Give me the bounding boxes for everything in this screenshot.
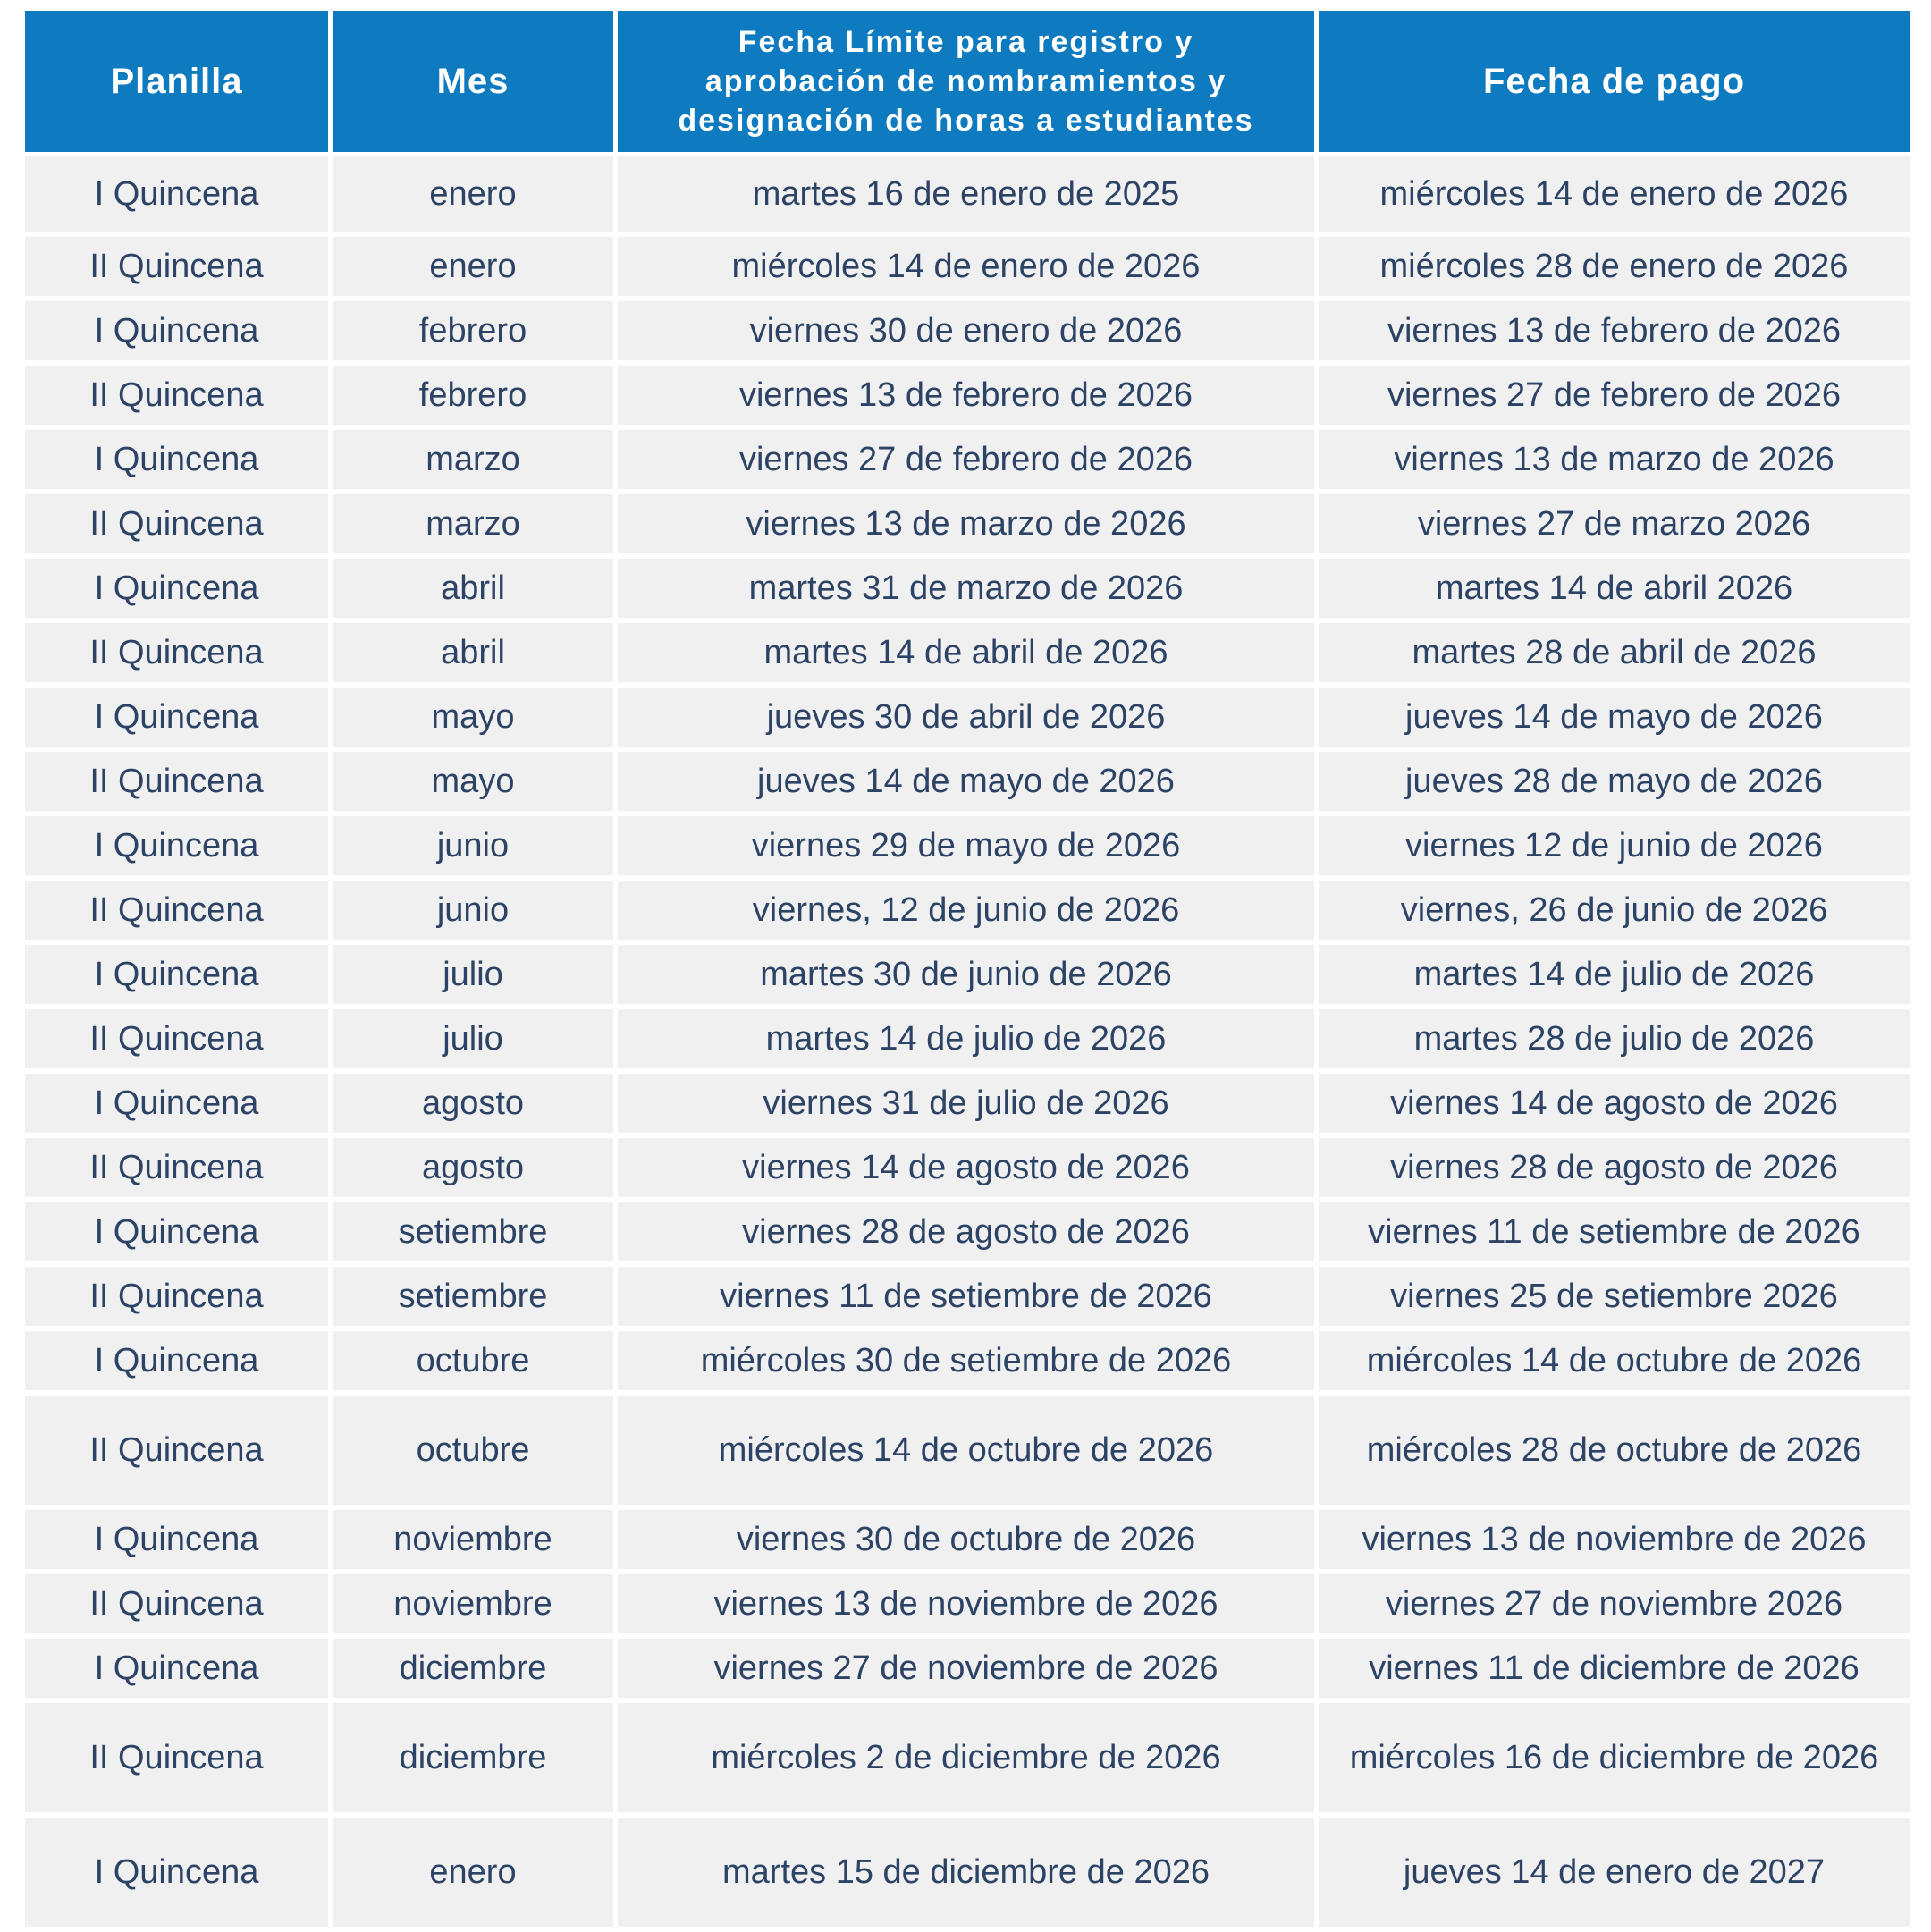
cell-fecha-pago: viernes 28 de agosto de 2026: [1319, 1138, 1910, 1197]
cell-fecha-pago: viernes 11 de diciembre de 2026: [1319, 1639, 1910, 1698]
cell-mes: febrero: [333, 366, 613, 425]
cell-fecha-limite: martes 30 de junio de 2026: [618, 945, 1314, 1004]
table-row: [25, 688, 1910, 752]
cell-fecha-pago: miércoles 14 de octubre de 2026: [1319, 1331, 1910, 1390]
table-row: [25, 1267, 1910, 1331]
cell-fecha-pago: miércoles 16 de diciembre de 2026: [1319, 1703, 1910, 1812]
cell-planilla: II Quincena: [25, 1267, 328, 1326]
cell-fecha-limite: viernes 14 de agosto de 2026: [618, 1138, 1314, 1197]
payroll-schedule-table: [25, 11, 1910, 1932]
cell-fecha-limite: viernes 31 de julio de 2026: [618, 1074, 1314, 1133]
cell-mes: abril: [333, 623, 613, 682]
cell-mes: marzo: [333, 430, 613, 489]
header-fecha-limite: [618, 11, 1314, 152]
table-row: [25, 237, 1910, 301]
cell-planilla: II Quincena: [25, 1009, 328, 1068]
header-fecha-limite-line: aprobación de nombramientos y: [704, 64, 1227, 98]
cell-fecha-pago: viernes 13 de febrero de 2026: [1319, 301, 1910, 360]
table-row: [25, 1510, 1910, 1574]
cell-fecha-pago: viernes 13 de noviembre de 2026: [1319, 1510, 1910, 1569]
cell-planilla: I Quincena: [25, 430, 328, 489]
cell-fecha-pago: martes 14 de julio de 2026: [1319, 945, 1910, 1004]
cell-fecha-limite: miércoles 30 de setiembre de 2026: [618, 1331, 1314, 1390]
table-row: [25, 945, 1910, 1009]
table-row: [25, 156, 1910, 237]
header-mes: [333, 11, 613, 152]
cell-mes: octubre: [333, 1396, 613, 1505]
table-row: [25, 1818, 1910, 1932]
cell-fecha-limite: viernes 28 de agosto de 2026: [618, 1202, 1314, 1261]
cell-planilla: I Quincena: [25, 945, 328, 1004]
cell-fecha-pago: martes 28 de julio de 2026: [1319, 1009, 1910, 1068]
cell-mes: junio: [333, 816, 613, 875]
header-planilla: [25, 11, 328, 152]
cell-fecha-limite: martes 14 de abril de 2026: [618, 623, 1314, 682]
cell-fecha-limite: jueves 14 de mayo de 2026: [618, 752, 1314, 811]
cell-mes: abril: [333, 559, 613, 618]
cell-mes: agosto: [333, 1074, 613, 1133]
cell-planilla: II Quincena: [25, 752, 328, 811]
cell-mes: noviembre: [333, 1510, 613, 1569]
table-row: [25, 559, 1910, 623]
cell-fecha-limite: miércoles 14 de octubre de 2026: [618, 1396, 1314, 1505]
table-row: [25, 881, 1910, 945]
header-fecha-pago: [1319, 11, 1910, 152]
header-mes-label: Mes: [436, 61, 510, 101]
table-row: [25, 1074, 1910, 1138]
cell-mes: julio: [333, 1009, 613, 1068]
cell-fecha-pago: jueves 28 de mayo de 2026: [1319, 752, 1910, 811]
cell-mes: marzo: [333, 494, 613, 553]
cell-fecha-pago: viernes 27 de febrero de 2026: [1319, 366, 1910, 425]
table-row: [25, 494, 1910, 559]
cell-planilla: I Quincena: [25, 688, 328, 747]
cell-mes: setiembre: [333, 1202, 613, 1261]
table-row: [25, 301, 1910, 366]
cell-fecha-limite: viernes 13 de noviembre de 2026: [618, 1574, 1314, 1633]
cell-planilla: II Quincena: [25, 366, 328, 425]
cell-fecha-pago: miércoles 28 de enero de 2026: [1319, 237, 1910, 296]
cell-fecha-pago: viernes 14 de agosto de 2026: [1319, 1074, 1910, 1133]
cell-fecha-pago: viernes 11 de setiembre de 2026: [1319, 1202, 1910, 1261]
header-fecha-pago-label: Fecha de pago: [1482, 61, 1746, 101]
cell-fecha-pago: jueves 14 de enero de 2027: [1319, 1818, 1910, 1927]
cell-planilla: I Quincena: [25, 301, 328, 360]
cell-fecha-limite: miércoles 2 de diciembre de 2026: [618, 1703, 1314, 1812]
cell-mes: enero: [333, 156, 613, 232]
cell-mes: julio: [333, 945, 613, 1004]
table-row: [25, 430, 1910, 494]
cell-fecha-limite: viernes, 12 de junio de 2026: [618, 881, 1314, 940]
cell-planilla: II Quincena: [25, 1138, 328, 1197]
table-row: [25, 1009, 1910, 1074]
cell-mes: agosto: [333, 1138, 613, 1197]
cell-mes: enero: [333, 1818, 613, 1927]
table-row: [25, 623, 1910, 688]
cell-mes: setiembre: [333, 1267, 613, 1326]
cell-planilla: I Quincena: [25, 1818, 328, 1927]
cell-planilla: II Quincena: [25, 237, 328, 296]
cell-planilla: I Quincena: [25, 156, 328, 232]
table-row: [25, 366, 1910, 430]
cell-fecha-limite: martes 15 de diciembre de 2026: [618, 1818, 1314, 1927]
cell-planilla: I Quincena: [25, 559, 328, 618]
cell-fecha-limite: miércoles 14 de enero de 2026: [618, 237, 1314, 296]
header-fecha-limite-label: [678, 22, 1253, 140]
cell-planilla: I Quincena: [25, 1639, 328, 1698]
cell-planilla: II Quincena: [25, 494, 328, 553]
cell-planilla: II Quincena: [25, 1396, 328, 1505]
cell-fecha-pago: miércoles 14 de enero de 2026: [1319, 156, 1910, 232]
cell-planilla: I Quincena: [25, 1331, 328, 1390]
header-planilla-label: Planilla: [110, 61, 243, 101]
cell-fecha-pago: martes 14 de abril 2026: [1319, 559, 1910, 618]
cell-fecha-limite: viernes 27 de noviembre de 2026: [618, 1639, 1314, 1698]
cell-planilla: II Quincena: [25, 1703, 328, 1812]
cell-planilla: I Quincena: [25, 1510, 328, 1569]
cell-mes: junio: [333, 881, 613, 940]
cell-fecha-pago: jueves 14 de mayo de 2026: [1319, 688, 1910, 747]
cell-planilla: I Quincena: [25, 1074, 328, 1133]
header-fecha-limite-line: Fecha Límite para registro y: [738, 25, 1194, 59]
cell-mes: noviembre: [333, 1574, 613, 1633]
cell-fecha-limite: martes 31 de marzo de 2026: [618, 559, 1314, 618]
cell-mes: enero: [333, 237, 613, 296]
cell-mes: febrero: [333, 301, 613, 360]
table-row: [25, 752, 1910, 816]
cell-fecha-limite: viernes 29 de mayo de 2026: [618, 816, 1314, 875]
cell-planilla: II Quincena: [25, 881, 328, 940]
cell-planilla: I Quincena: [25, 1202, 328, 1261]
cell-mes: octubre: [333, 1331, 613, 1390]
table-row: [25, 1331, 1910, 1396]
cell-mes: mayo: [333, 752, 613, 811]
cell-mes: diciembre: [333, 1639, 613, 1698]
cell-fecha-pago: miércoles 28 de octubre de 2026: [1319, 1396, 1910, 1505]
table-row: [25, 1202, 1910, 1267]
cell-fecha-pago: viernes 25 de setiembre 2026: [1319, 1267, 1910, 1326]
cell-fecha-pago: viernes, 26 de junio de 2026: [1319, 881, 1910, 940]
cell-fecha-pago: martes 28 de abril de 2026: [1319, 623, 1910, 682]
table-row: [25, 1639, 1910, 1703]
cell-fecha-limite: viernes 13 de marzo de 2026: [618, 494, 1314, 553]
table-header: [25, 11, 1910, 156]
table-body: [25, 156, 1910, 1932]
cell-planilla: I Quincena: [25, 816, 328, 875]
cell-fecha-limite: viernes 30 de octubre de 2026: [618, 1510, 1314, 1569]
cell-fecha-limite: viernes 27 de febrero de 2026: [618, 430, 1314, 489]
table-row: [25, 1138, 1910, 1202]
cell-fecha-pago: viernes 13 de marzo de 2026: [1319, 430, 1910, 489]
table-row: [25, 1396, 1910, 1510]
cell-fecha-pago: viernes 12 de junio de 2026: [1319, 816, 1910, 875]
cell-fecha-pago: viernes 27 de noviembre 2026: [1319, 1574, 1910, 1633]
cell-fecha-limite: martes 14 de julio de 2026: [618, 1009, 1314, 1068]
cell-mes: diciembre: [333, 1703, 613, 1812]
cell-planilla: II Quincena: [25, 623, 328, 682]
table-row: [25, 1703, 1910, 1818]
cell-planilla: II Quincena: [25, 1574, 328, 1633]
cell-fecha-limite: viernes 11 de setiembre de 2026: [618, 1267, 1314, 1326]
cell-fecha-pago: viernes 27 de marzo 2026: [1319, 494, 1910, 553]
cell-mes: mayo: [333, 688, 613, 747]
table-row: [25, 816, 1910, 881]
header-fecha-limite-line: designación de horas a estudiantes: [678, 104, 1254, 138]
cell-fecha-limite: viernes 30 de enero de 2026: [618, 301, 1314, 360]
cell-fecha-limite: martes 16 de enero de 2025: [618, 156, 1314, 232]
cell-fecha-limite: jueves 30 de abril de 2026: [618, 688, 1314, 747]
cell-fecha-limite: viernes 13 de febrero de 2026: [618, 366, 1314, 425]
table-row: [25, 1574, 1910, 1639]
